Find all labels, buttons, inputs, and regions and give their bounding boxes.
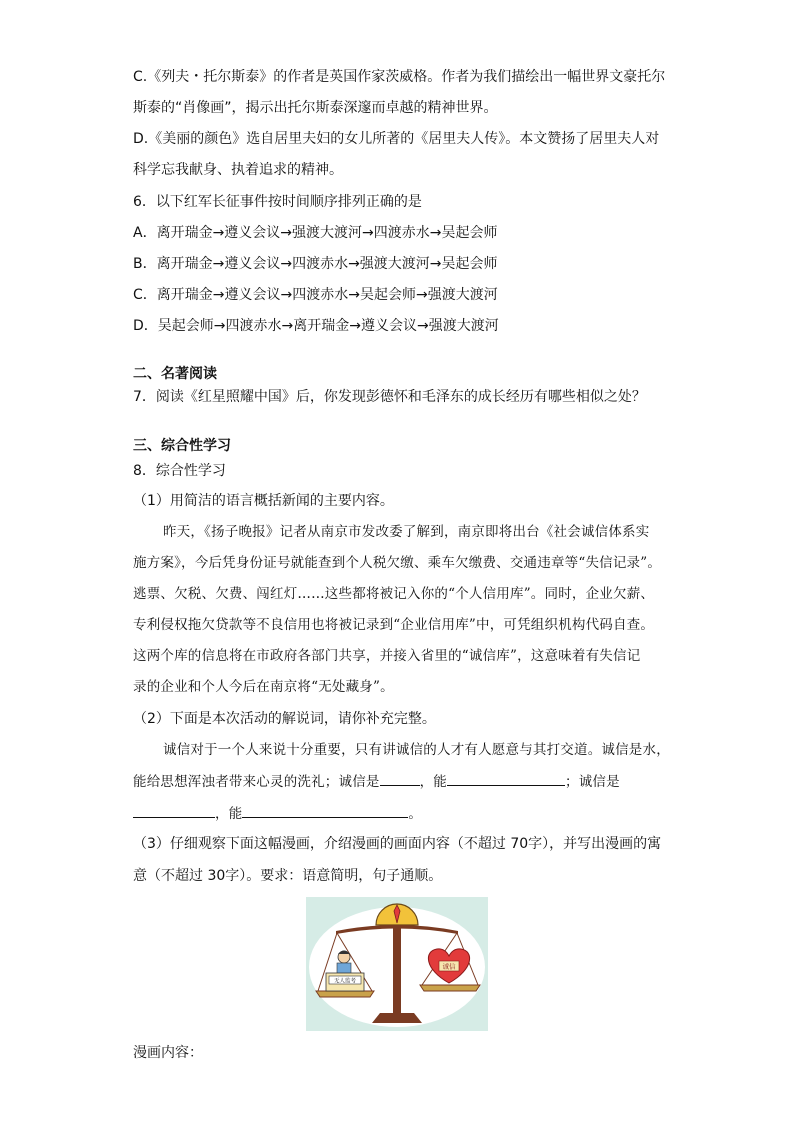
news-line-1: 昨天，《扬子晚报》记者从南京市发改委了解到，南京即将出台《社会诚信体系实	[163, 524, 650, 540]
commentary-text: ，能	[419, 774, 448, 790]
q6-option-d: D．吴起会师→四渡赤水→离开瑞金→遵义会议→强渡大渡河	[133, 318, 499, 334]
fill-blank-4[interactable]	[242, 803, 408, 818]
news-line-4: 专利侵权拖欠贷款等不良信用也将被记录到“企业信用库”中，可凭组织机构代码自查。	[133, 617, 655, 633]
q6-stem: 6．以下红军长征事件按时间顺序排列正确的是	[133, 194, 422, 210]
fill-blank-1[interactable]	[380, 771, 420, 786]
q6-option-b: B．离开瑞金→遵义会议→四渡赤水→强渡大渡河→吴起会师	[133, 256, 498, 272]
q8-title: 8．综合性学习	[133, 463, 226, 479]
scale-post	[393, 927, 401, 1015]
fill-blank-3[interactable]	[133, 803, 215, 818]
q8-part3-line1: （3）仔细观察下面这幅漫画，介绍漫画的画面内容（不超过 70字），并写出漫画的寓	[133, 836, 662, 852]
q5-option-d-line1: D.《美丽的颜色》选自居里夫妇的女儿所著的《居里夫人传》。本文赞扬了居里夫人对	[133, 131, 660, 147]
section-heading-classics: 二、名著阅读	[133, 366, 217, 382]
news-line-2: 施方案》，今后凭身份证号就能查到个人税欠缴、乘车欠缴费、交通违章等“失信记录”。	[133, 555, 662, 571]
commentary-line-3	[133, 803, 422, 824]
q8-part2: （2）下面是本次活动的解说词，请你补充完整。	[133, 711, 436, 727]
left-pan	[316, 991, 374, 997]
q6-option-c: C．离开瑞金→遵义会议→四渡赤水→吴起会师→强渡大渡河	[133, 287, 498, 303]
fill-blank-2[interactable]	[447, 771, 565, 786]
scale-base	[372, 1013, 422, 1023]
section-heading-integrated: 三、综合性学习	[133, 438, 231, 454]
q5-option-c-line1: C.《列夫・托尔斯泰》的作者是英国作家茨威格。作者为我们描绘出一幅世界文豪托尔	[133, 69, 666, 85]
news-line-3: 逃票、欠税、欠费、闯红灯……这些都将被记入你的“个人信用库”。同时，企业欠薪、	[133, 586, 655, 602]
news-line-5: 这两个库的信息将在市政府各部门共享，并接入省里的“诚信库”，这意味着有失信记	[133, 648, 641, 664]
no-proctor-sign-text: 无人监考	[333, 978, 357, 985]
q6-option-a: A．离开瑞金→遵义会议→强渡大渡河→四渡赤水→吴起会师	[133, 225, 498, 241]
right-pan	[420, 985, 480, 991]
integrity-label-text: 诚信	[442, 962, 456, 971]
commentary-line-2	[133, 771, 620, 792]
q5-option-c-line2: 斯泰的“肖像画”，揭示出托尔斯泰深邃而卓越的精神世界。	[133, 100, 498, 116]
cartoon-content-label: 漫画内容：	[133, 1045, 203, 1061]
cartoon-balance-scale	[306, 897, 488, 1031]
commentary-text: ，能	[215, 806, 243, 822]
q8-part1: （1）用简洁的语言概括新闻的主要内容。	[133, 493, 394, 509]
news-line-6: 录的企业和个人今后在南京将“无处藏身”。	[133, 679, 394, 695]
commentary-line-1: 诚信对于一个人来说十分重要，只有讲诚信的人才有人愿意与其打交道。诚信是水，	[163, 742, 670, 758]
q5-option-d-line2: 科学忘我献身、执着追求的精神。	[133, 162, 343, 178]
commentary-text: ；诚信是	[565, 774, 620, 790]
q8-part3-line2: 意（不超过 30字）。要求：语意简明，句子通顺。	[133, 868, 443, 884]
commentary-text: 能给思想浑浊者带来心灵的洗礼；诚信是	[133, 774, 380, 790]
q7-stem: 7．阅读《红星照耀中国》后，你发现彭德怀和毛泽东的成长经历有哪些相似之处？	[133, 389, 646, 405]
commentary-text: 。	[408, 806, 423, 822]
